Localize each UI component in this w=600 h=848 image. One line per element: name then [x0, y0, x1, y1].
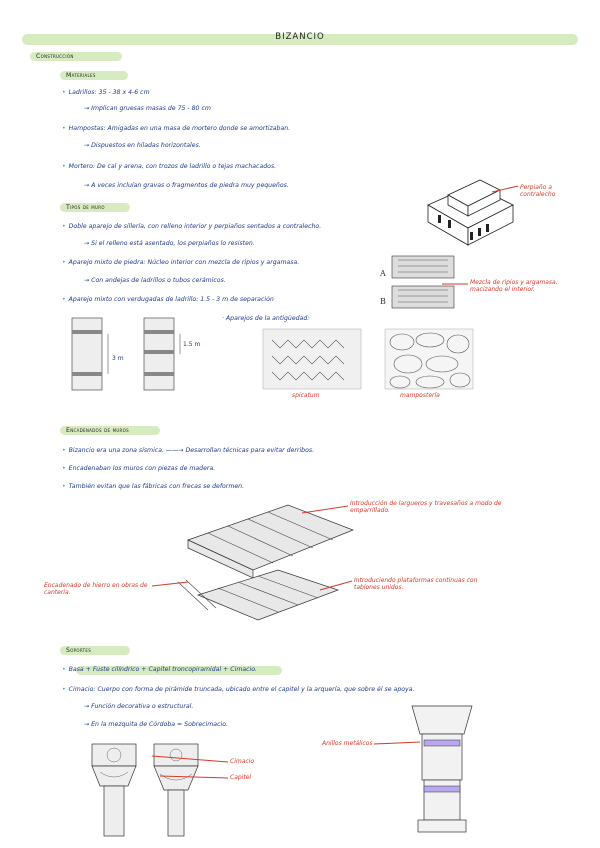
annotation-largueros: Introducción de largueros y travesaños a modo de emparrillado. — [350, 500, 502, 514]
annotation-hierro: Encadenado de hierro en obras de cantería. — [44, 582, 148, 596]
text-line: • Cimacio: Cuerpo con forma de pirámide truncada, ubicado entre el capitel y la arquería, que sobre él se apoya. — [62, 686, 415, 693]
annotation-plataformas: Introduciendo plataformas continuas con tablones unidos. — [354, 577, 478, 591]
annotation-anillos: Anillos metálicos — [322, 740, 373, 747]
text-line: • Bizancio era una zona sísmica. ——→ Desarrollan técnicas para evitar derribos. — [62, 447, 315, 454]
section-soportes: Soportes — [66, 647, 92, 654]
label-b: B — [380, 297, 386, 306]
text-subline: → Si el relleno está asentado, los perpiaños lo resisten. — [84, 240, 255, 247]
annotation-capitel: Capitel — [230, 774, 252, 781]
text-line: • Hampostas: Amigadas en una masa de mortero donde se amortizaban. — [62, 125, 291, 132]
text-line: • También evitan que las fábricas con frecas se deformen. — [62, 483, 245, 490]
label-mamposteria: mampostería — [400, 392, 440, 399]
label-spicatum: spicatum — [292, 392, 320, 399]
dim-3m: 3 m — [112, 355, 124, 362]
section-construccion: Construcción — [36, 53, 74, 60]
arrow-anillos — [372, 738, 422, 752]
page-title: BIZANCIO — [275, 32, 325, 42]
arrows-cimacio-capitel — [150, 752, 230, 782]
text-line: • Aparejo mixto con verdugadas de ladrillo: 1.5 - 3 m de separación — [62, 296, 274, 303]
text-subline: → A veces incluían gravas o fragmentos de piedra muy pequeños. — [84, 182, 289, 189]
text-line: • Mortero: De cal y arena, con trozos de ladrillo o tejas machacados. — [62, 163, 277, 170]
arrow-mezcla — [440, 278, 470, 290]
annotation-cimacio: Cimacio — [230, 758, 255, 765]
annotation-mezcla: Mezcla de ripios y argamasa, macizando el interior. — [470, 279, 558, 293]
text-line: • Encadenaban los muros con piezas de madera. — [62, 465, 216, 472]
text-subline: → Función decorativa o estructural. — [84, 703, 194, 710]
annotation-perpiano: Perpiaño a contralecho — [520, 184, 556, 198]
mamposteria-illustration — [384, 328, 474, 390]
wall-block-illustration — [418, 160, 518, 250]
arrow-perpiano — [490, 182, 520, 196]
section-encadenados: Encadenados de muros — [66, 427, 129, 434]
text-subline: → En la mezquita de Córdoba = Sobrecimacio. — [84, 721, 228, 728]
spicatum-illustration — [262, 328, 362, 390]
text-subline: → Dispuestos en hiladas horizontales. — [84, 142, 201, 149]
text-antiguedad: · Aparejos de la antigüedad: — [222, 315, 310, 322]
encadenado-illustration — [168, 500, 358, 630]
column-rings-illustration — [402, 700, 482, 840]
text-line: • Doble aparejo de sillería, con relleno interior y perpiaños sentados a contralecho. — [62, 223, 322, 230]
dim-1-5m: 1.5 m — [183, 341, 201, 348]
verdugadas-illustration — [70, 316, 210, 394]
arrow-largueros — [300, 503, 350, 517]
section-tipos-muro: Tipos de muro — [66, 204, 105, 211]
text-subline: → Con andejas de ladrillos o tubos cerámicos. — [84, 277, 226, 284]
section-materiales: Materiales — [66, 72, 96, 79]
label-a: A — [380, 269, 386, 278]
text-line: • Ladrillos: 35 - 38 x 4-6 cm — [62, 89, 150, 96]
arrow-plataformas — [318, 578, 354, 592]
text-line: • Aparejo mixto de piedra: Núcleo interior con mezcla de ripios y argamasa. — [62, 259, 300, 266]
text-subline: → Implican gruesas masas de 75 - 80 cm — [84, 105, 211, 112]
text-line: • Basa + Fuste cilíndrico + Capitel troncopiramidal + Cimacio. — [62, 666, 258, 673]
arrow-hierro — [150, 578, 190, 590]
